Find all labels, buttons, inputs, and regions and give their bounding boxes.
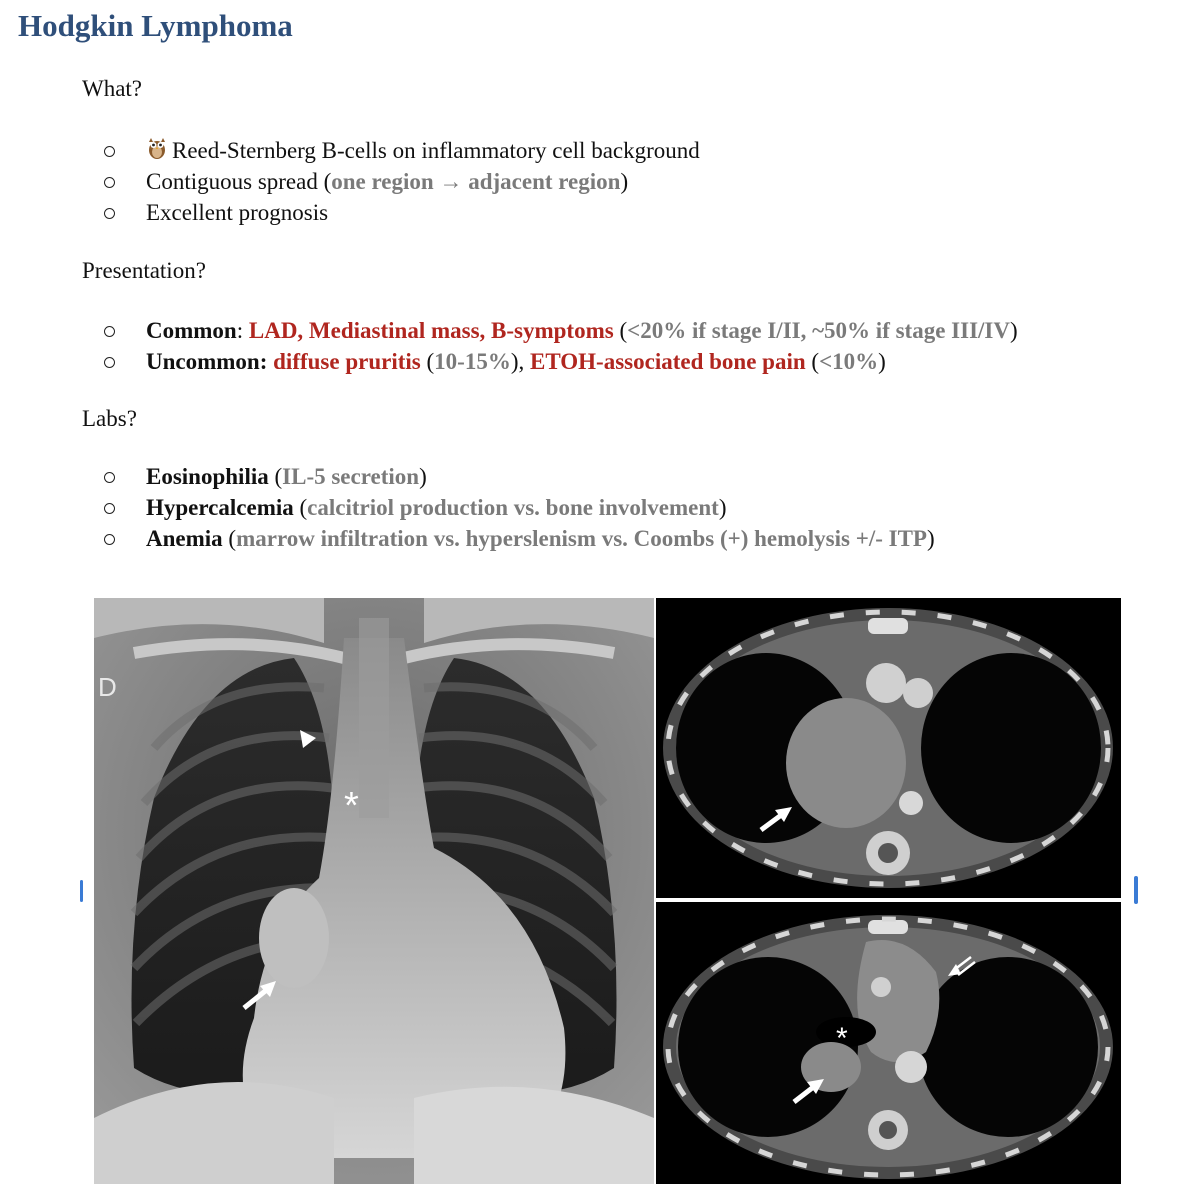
what-item-text: Contiguous spread ( — [146, 169, 332, 194]
presentation-detail-2: <10% — [819, 349, 879, 374]
list-item: Anemia (marrow infiltration vs. hyperslenism vs. Coombs (+) hemolysis +/- ITP) — [104, 523, 935, 554]
labs-heading: Labs? — [82, 406, 137, 431]
labs-list — [104, 461, 935, 554]
lab-detail: IL-5 secretion — [282, 464, 420, 489]
chest-xray-image — [94, 598, 654, 1184]
list-item — [104, 197, 700, 228]
presentation-highlight-2: ETOH-associated bone pain — [530, 349, 806, 374]
list-item — [104, 315, 1018, 346]
radiology-figure — [94, 598, 1121, 1184]
page-title: Hodgkin Lymphoma — [18, 8, 293, 43]
list-item: Uncommon: diffuse pruritis (10-15%), ETOH-associated bone pain (<10%) — [104, 346, 1018, 377]
what-list — [104, 135, 700, 228]
what-item-text: Reed-Sternberg B-cells on inflammatory cell background — [172, 138, 700, 163]
asterisk-marker: * — [344, 785, 359, 827]
bullet-circle-icon — [104, 472, 115, 483]
lab-label: Anemia — [146, 526, 223, 551]
presentation-close: ) — [1009, 318, 1018, 343]
bullet-circle-icon — [104, 326, 115, 337]
lab-label: Eosinophilia — [146, 464, 269, 489]
presentation-highlight: LAD, Mediastinal mass, B-symptoms — [248, 318, 614, 343]
bullet-circle-icon — [104, 357, 115, 368]
presentation-sep: : — [236, 318, 249, 343]
ct-scan-upper-image — [656, 598, 1121, 898]
bullet-circle-icon — [104, 208, 115, 219]
bullet-circle-icon — [104, 503, 115, 514]
presentation-detail-1: 10-15% — [434, 349, 511, 374]
list-item — [104, 166, 700, 197]
owl-icon — [146, 136, 168, 160]
presentation-label: Common — [146, 318, 237, 343]
lab-detail: marrow infiltration vs. hyperslenism vs. Coombs (+) hemolysis +/- ITP — [236, 526, 927, 551]
presentation-label: Uncommon: — [146, 349, 268, 374]
right-scroll-marker — [1134, 876, 1138, 904]
lab-detail: calcitriol production vs. bone involvement — [307, 495, 719, 520]
lab-label: Hypercalcemia — [146, 495, 294, 520]
bullet-circle-icon — [104, 146, 115, 157]
xray-marker-label: D — [98, 672, 117, 702]
list-item — [104, 135, 700, 166]
bullet-circle-icon — [104, 177, 115, 188]
list-item: Hypercalcemia (calcitriol production vs. bone involvement) — [104, 492, 935, 523]
asterisk-marker: * — [836, 1022, 848, 1055]
what-item-after: ) — [620, 169, 629, 194]
what-item-text: Excellent prognosis — [146, 200, 329, 225]
list-item: Eosinophilia (IL-5 secretion) — [104, 461, 935, 492]
presentation-highlight-1: diffuse pruritis — [273, 349, 421, 374]
presentation-list — [104, 315, 1018, 377]
what-heading: What? — [82, 76, 143, 101]
ct-scan-lower-image — [656, 902, 1121, 1184]
what-item-detail: one region → adjacent region — [331, 169, 621, 194]
bullet-circle-icon — [104, 534, 115, 545]
presentation-open: ( — [613, 318, 628, 343]
presentation-heading: Presentation? — [82, 258, 206, 283]
presentation-detail: <20% if stage I/II, ~50% if stage III/IV — [627, 318, 1010, 343]
left-scroll-marker — [80, 880, 83, 902]
